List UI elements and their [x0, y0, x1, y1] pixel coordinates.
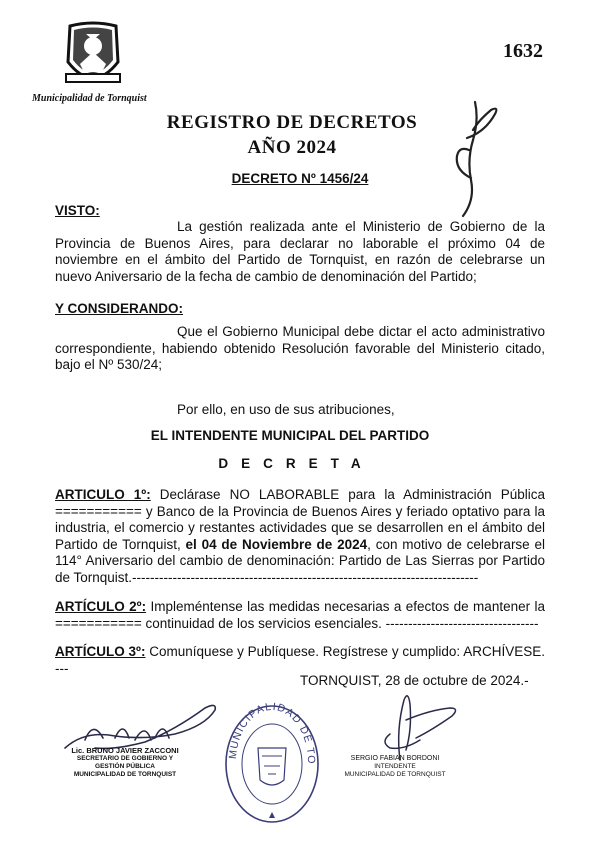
left-signatory: Lic. BRUNO JAVIER ZACCONI SECRETARIO DE GOBIERNO Y GESTIÓN PÚBLICA MUNICIPALIDAD DE TORNQUIST: [71, 746, 179, 778]
svg-text:MUNICIPALIDAD DE TORNQUIST: [217, 691, 317, 765]
article-2-label: ARTÍCULO 2º:: [55, 599, 147, 614]
visto-heading: VISTO:: [55, 203, 100, 218]
right-signatory: SERGIO FABIAN BORDONI INTENDENTE MUNICIPALIDAD DE TORNQUIST: [344, 755, 446, 778]
right-signature: [360, 690, 470, 765]
article-2: ARTÍCULO 2º: Impleméntense las medidas necesarias a efectos de mantener la =========== continuidad de los servicios esenciales. ----------------------------------: [55, 599, 545, 631]
register-year: AÑO 2024: [247, 137, 337, 158]
decree-number: DECRETO Nº 1456/24: [231, 171, 369, 186]
article-3: ARTÍCULO 3º: Comuníquese y Publíquese. Regístrese y cumplido: ARCHÍVESE. ---: [55, 644, 545, 676]
article-1: ARTICULO 1º: Declárase NO LABORABLE para la Administración Pública =========== y Banco de la Provincia de Buenos Aires y feriado optativo para la industria, el comercio y restantes actividades que se desarrollen en el ámbito del Partido de Tornquist, el 04 de Noviembre de 2024, con motivo de celebrarse el 114° Aniversario del cambio de denominación: Partido de Las Sierras por Partido de Tornquist.-----------------------------------------------------------------------------: [55, 487, 546, 585]
page-number: 1632: [503, 40, 543, 62]
register-title: REGISTRO DE DECRETOS: [166, 112, 418, 133]
por-ello-text: Por ello, en uso de sus atribuciones,: [177, 402, 395, 417]
considerando-heading: Y CONSIDERANDO:: [55, 301, 184, 316]
municipal-seal: [217, 691, 322, 825]
considerando-text: Que el Gobierno Municipal debe dictar el acto administrativo correspondiente, habiendo obtenido Resolución favorable del Ministerio citado, bajo el Nº 530/24;: [55, 324, 545, 372]
place-date: TORNQUIST, 28 de octubre de 2024.-: [300, 673, 529, 688]
decreta-heading: DECRETA: [218, 456, 374, 471]
seal-text: MUNICIPALIDAD DE TORNQUIST: [217, 691, 318, 765]
municipality-name: Municipalidad de Tornquist: [32, 93, 147, 104]
visto-text: La gestión realizada ante el Ministerio de Gobierno de la Provincia de Buenos Aires, para declarar no laborable el próximo 04 de noviembre en el ámbito del Partido de Tornquist, en razón de celebrarse un nuevo Aniversario de la fecha de cambio de denominación del Partido;: [55, 219, 545, 284]
authority-heading: EL INTENDENTE MUNICIPAL DEL PARTIDO: [150, 428, 430, 443]
article-3-label: ARTÍCULO 3º:: [55, 644, 146, 659]
article-1-label: ARTICULO 1º:: [55, 487, 151, 502]
municipal-crest-logo: [62, 22, 124, 92]
